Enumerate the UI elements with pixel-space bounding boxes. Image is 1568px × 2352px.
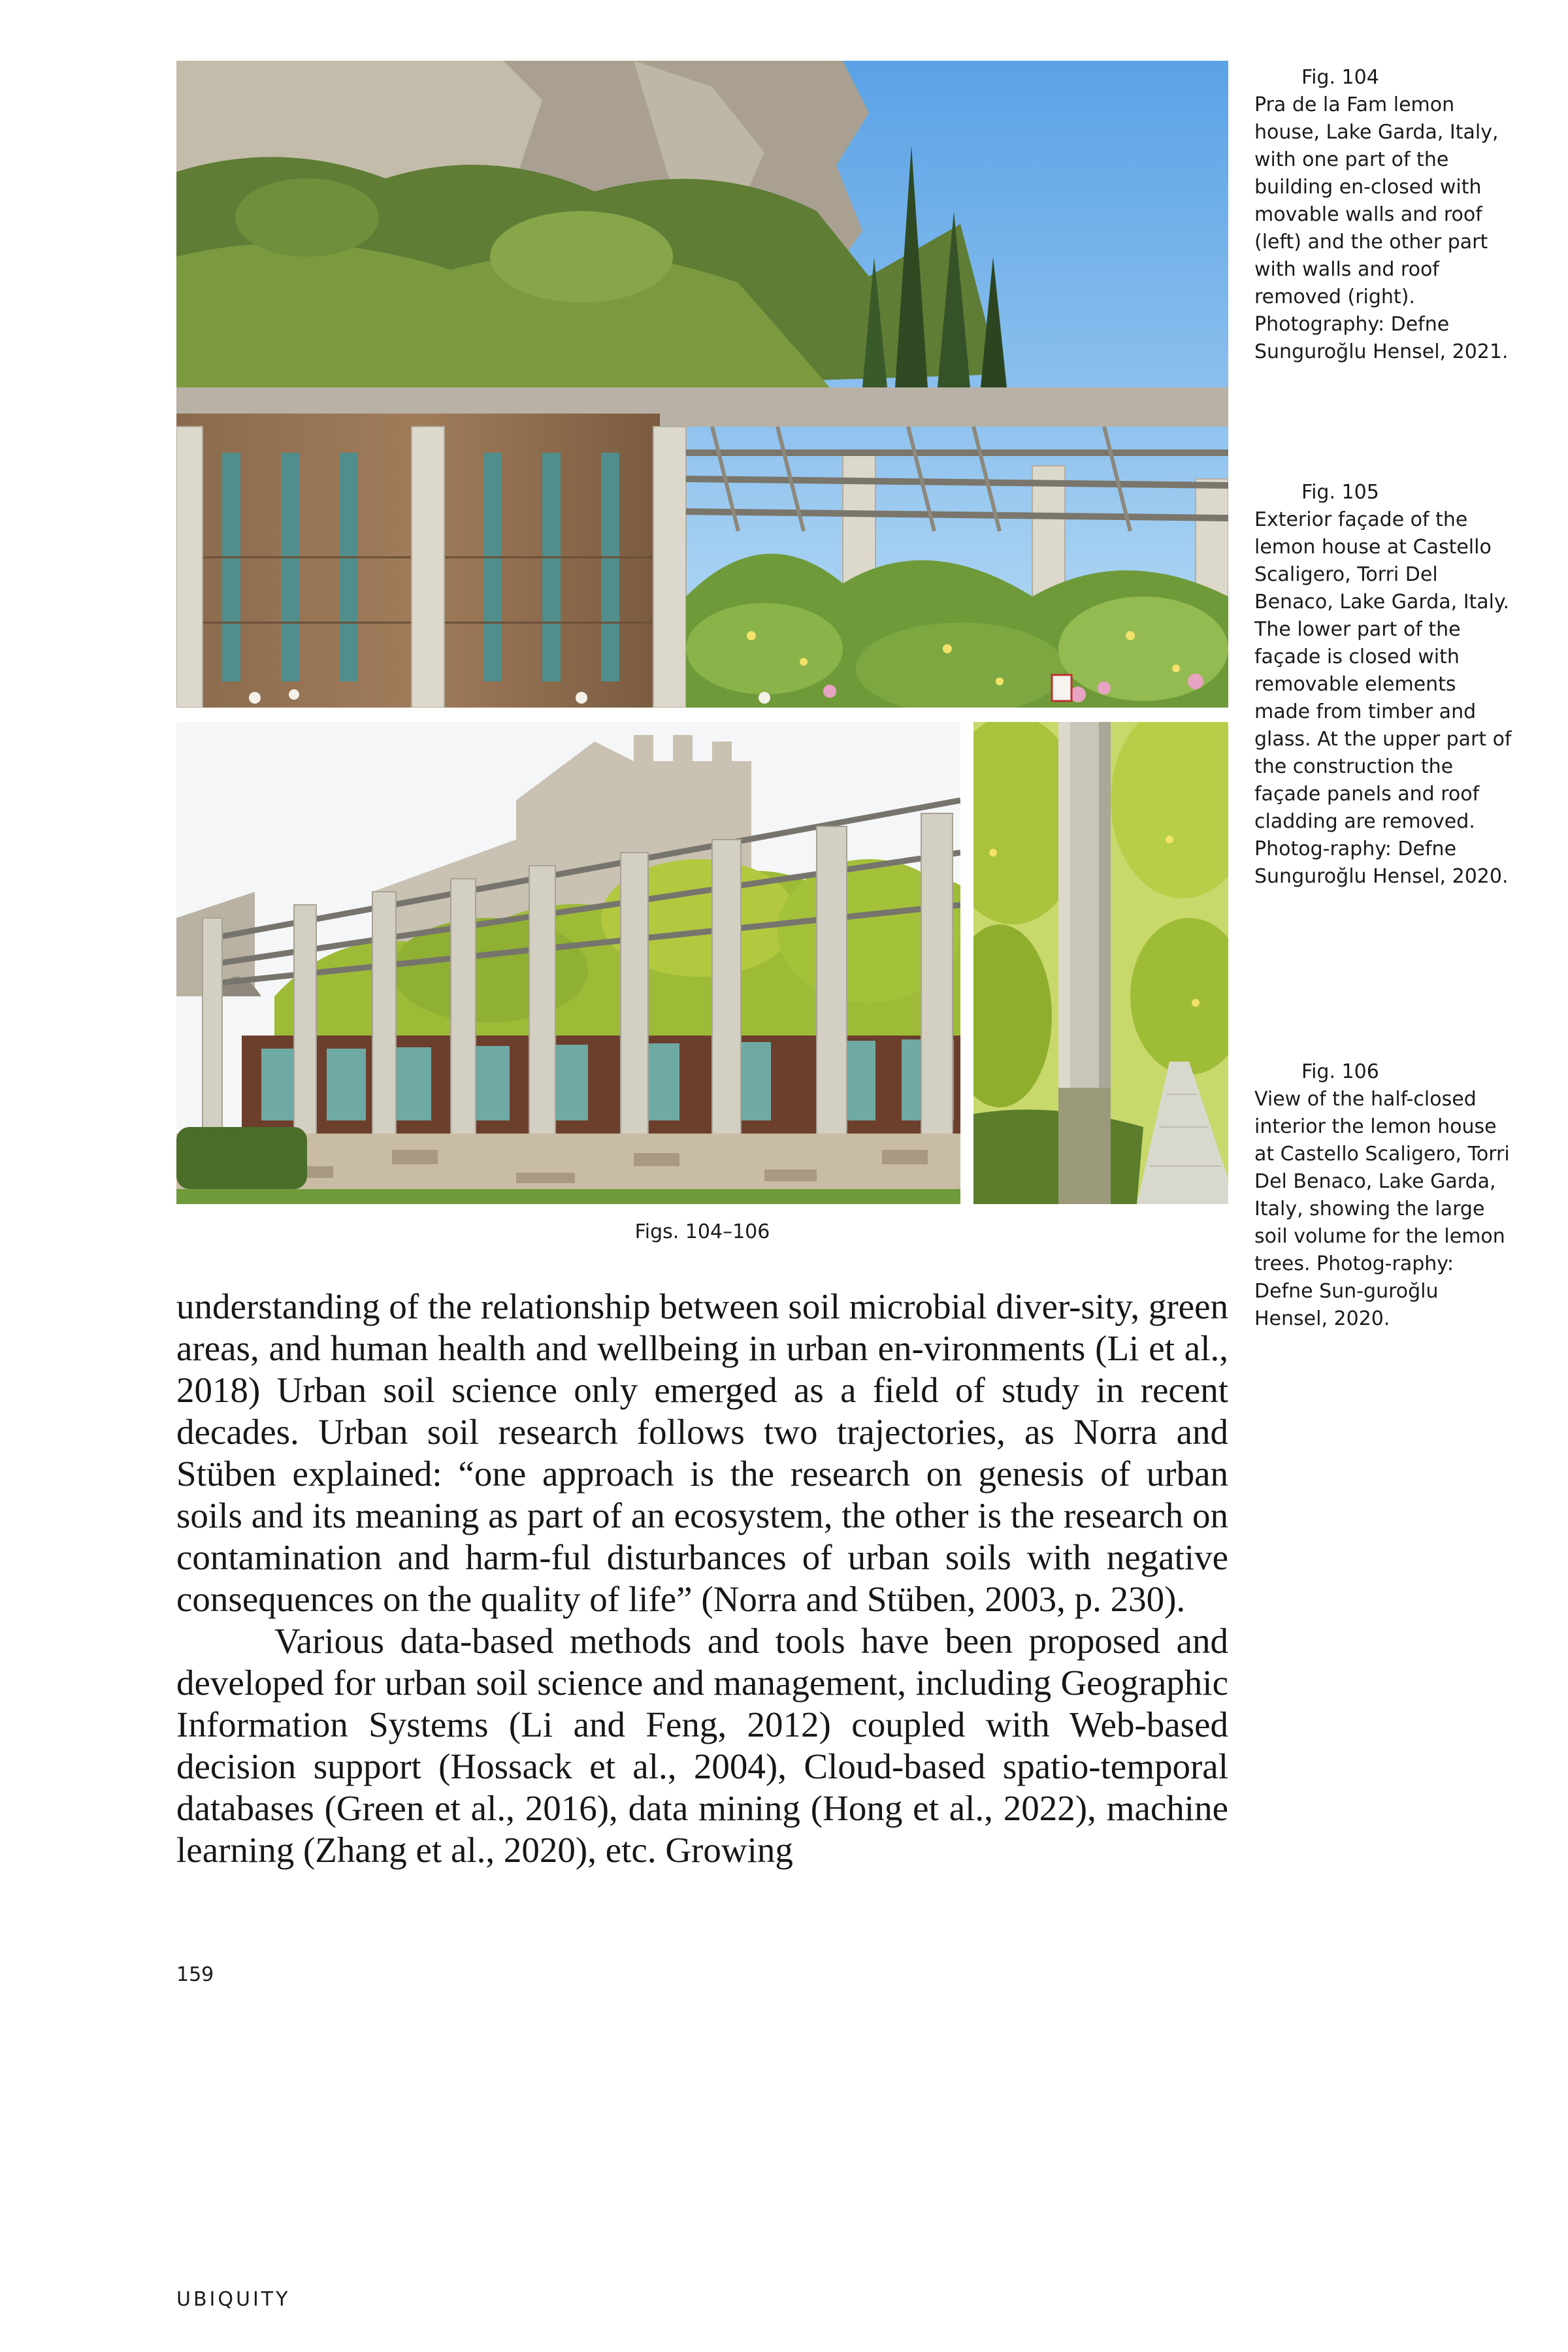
caption-fig-106 [1254, 1058, 1516, 1333]
caption-fig-104 [1254, 64, 1516, 366]
body-paragraph: understanding of the relationship between soil microbial diver-sity, green areas, and human health and wellbeing in urban en-vironments (Li et al., 2018) Urban soil science only emerged as a field of study in recent decades. Urban soil research follows two trajectories, as Norra and Stüben explained: “one approach is the research on genesis of urban soils and its meaning as part of an ecosystem, the other is the research on contamination and harm-ful disturbances of urban soils with negative consequences on the quality of life” (Norra and Stüben, 2003, p. 230). [176, 1286, 1228, 1619]
caption-label: Fig. 106 [1301, 1060, 1379, 1083]
figures-label: Figs. 104–106 [634, 1220, 770, 1243]
photo-fig-104 [176, 61, 1228, 708]
caption-text: View of the half-closed interior the lemon house at Castello Scaligero, Torri Del Benaco, Lake Garda, Italy, showing the large soil volume for the lemon trees. Photog-raphy: Defne Sun-guroğlu Hensel, 2020. [1254, 1088, 1510, 1330]
caption-fig-105 [1254, 479, 1516, 890]
body-text [176, 1286, 1228, 1871]
caption-label: Fig. 105 [1301, 481, 1379, 504]
photo-fig-106 [973, 722, 1228, 1204]
running-footer: UBIQUITY [176, 2288, 291, 2311]
page-number: 159 [176, 1963, 214, 1986]
caption-label: Fig. 104 [1301, 66, 1379, 89]
caption-text: Pra de la Fam lemon house, Lake Garda, Italy, with one part of the building en-closed with movable walls and roof (left) and the other part with walls and roof removed (right). Photography: Defne Sunguroğlu Hensel, 2021. [1254, 93, 1509, 363]
photo-fig-105 [176, 722, 960, 1204]
caption-text: Exterior façade of the lemon house at Castello Scaligero, Torri Del Benaco, Lake Garda, Italy. The lower part of the façade is closed with removable elements made from timber and glass. At the upper part of the construction the façade panels and roof cladding are removed. Photog-raphy: Defne Sunguroğlu Hensel, 2020. [1254, 508, 1512, 888]
body-paragraph: Various data-based methods and tools have been proposed and developed for urban soil science and management, including Geographic Information Systems (Li and Feng, 2012) coupled with Web-based decision support (Hossack et al., 2004), Cloud-based spatio-temporal databases (Green et al., 2016), data mining (Hong et al., 2022), machine learning (Zhang et al., 2020), etc. Growing [176, 1621, 1228, 1870]
